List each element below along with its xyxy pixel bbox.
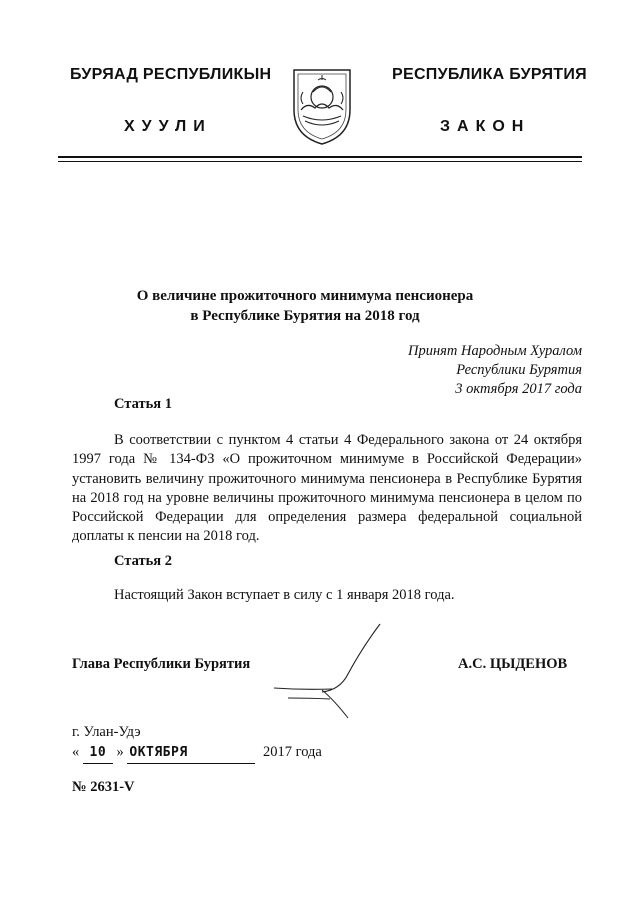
handwritten-signature-icon [262,618,392,728]
adoption-info [408,342,582,399]
signatory-position: Глава Республики Бурятия [72,656,251,672]
place-date-block [72,722,322,764]
date-close-quote: » [116,744,124,760]
title-line-1: О величине прожиточного минимума пенсионера [136,288,474,304]
article-2-text: Настоящий Закон вступает в силу с 1 января 2018 года. [114,587,455,603]
adoption-line-3: 3 октября 2017 года [455,381,582,397]
header-left-title: БУРЯАД РЕСПУБЛИКЫН [70,66,272,83]
header-rule-thin [58,161,582,162]
header-left-subtitle: ХУУЛИ [124,118,212,135]
date-year: 2017 года [263,744,322,760]
signatory-name: А.С. ЦЫДЕНОВ [458,656,568,672]
article-2-heading: Статья 2 [114,553,172,569]
adoption-line-1: Принят Народным Хуралом [407,343,582,359]
date-month: ОКТЯБРЯ [127,743,255,764]
header-right-title: РЕСПУБЛИКА БУРЯТИЯ [392,66,587,83]
article-1-heading: Статья 1 [114,396,172,412]
date-day: 10 [83,743,113,764]
header-right-subtitle: ЗАКОН [440,118,531,135]
date-open-quote: « [72,744,80,760]
header-rule-thick [58,156,582,158]
title-line-2: в Республике Бурятия на 2018 год [190,308,420,324]
law-number: № 2631-V [72,779,135,795]
coat-of-arms-icon [289,66,355,146]
signing-date [72,742,322,764]
article-1-text: В соответствии с пунктом 4 статьи 4 Федерального закона от 24 октября 1997 года № 134-ФЗ «О прожиточном минимуме в Российской Федерации» установить величину прожиточного минимума пенсионера в Республике Бурятия на 2018 год на уровне величины прожиточного минимума пенсионера в целом по Российской Федерации для определения размера федеральной социальной доплаты к пенсии на 2018 год. [72,432,582,545]
city: г. Улан-Удэ [72,724,141,740]
document-title [0,286,610,326]
adoption-line-2: Республики Бурятия [456,362,582,378]
